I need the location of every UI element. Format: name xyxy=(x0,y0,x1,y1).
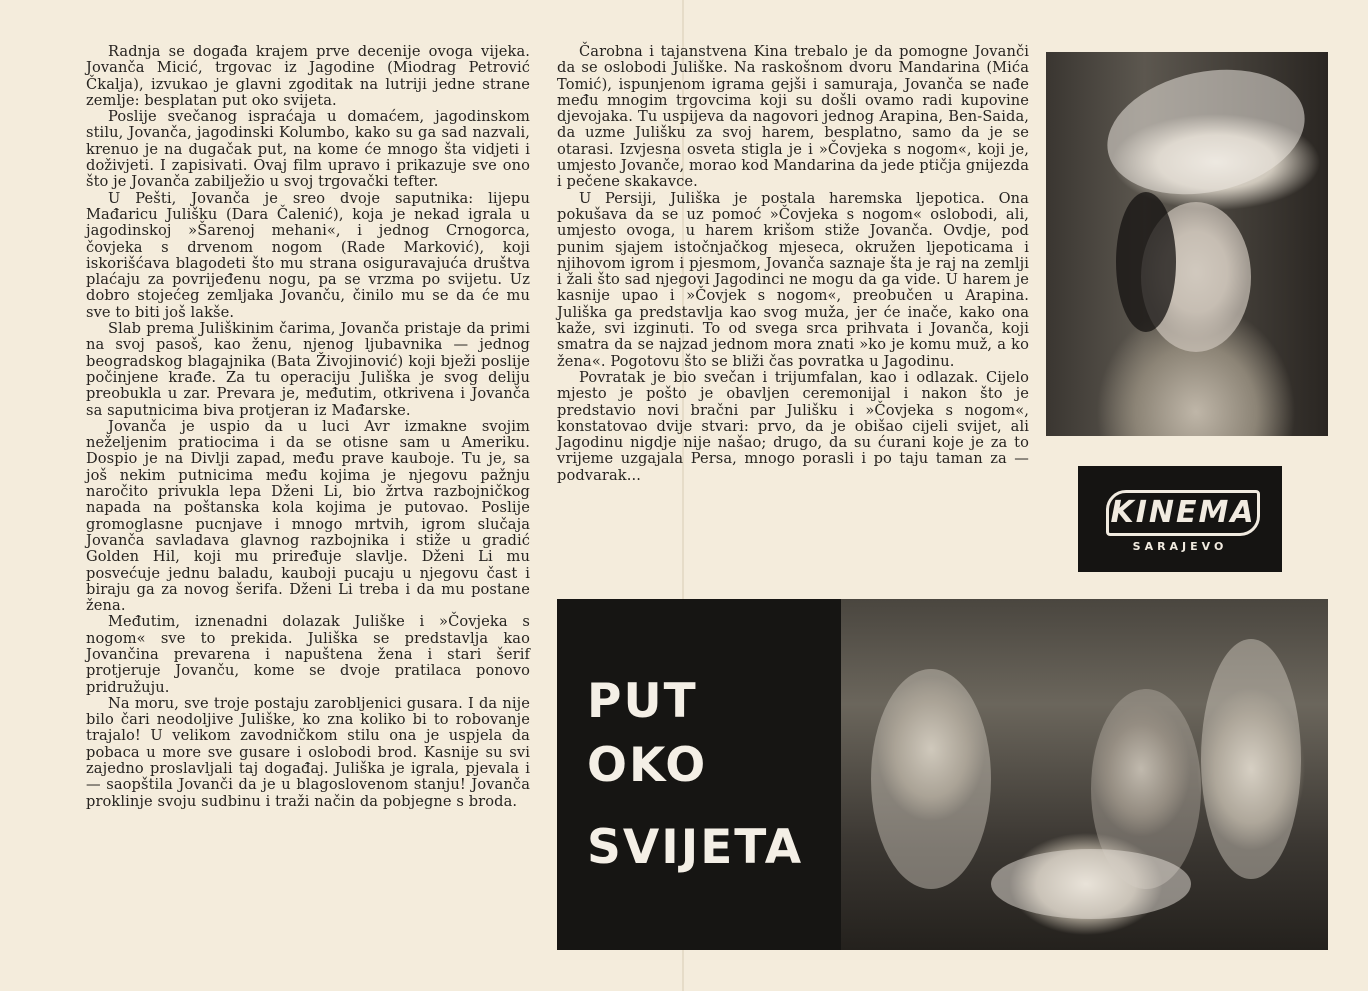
paragraph: Povratak je bio svečan i trijumfalan, kao i odlazak. Cijelo mjesto je pošto je obavljen ceremonijal i nakon što je predstavio novi bračni par Julišku i »Čovjeka s nogom«, konstatovao dvije stvari: prvo, da je obišao cijeli svijet, ali Jagodinu nigdje nije našao; drugo, da su ćurani koje je za to vrijeme uzgajala Persa, mnogo porasli i po taju taman za — podvarak... xyxy=(557,368,1029,484)
banquet-scene-photo xyxy=(841,599,1328,950)
paragraph: Poslije svečanog ispraćaja u domaćem, jagodinskom stilu, Jovanča, jagodinski Kolumbo, kako su ga sad nazvali, krenuo je na dugačak put, na kome će mnogo šta vidjeti i doživjeti. I zapisivati. Ovaj film upravo i prikazuje sve ono što je Jovanča zabilježio u svoj trgovački tefter. xyxy=(86,108,530,191)
paragraph: Čarobna i tajanstvena Kina trebalo je da pomogne Jovanči da se oslobodi Juliške. Na raskošnom dvoru Mandarina (Mića Tomić), ispunjenom igrama gejši i samuraja, Jovanča se nađe među mnogim trgovcima koji su došli ovamo radi kupovine djevojaka. Tu uspijeva da nagovori jednog Arapina, Ben-Saida, da uzme Julišku za svoj harem, besplatno, samo da je se otarasi. Izvjesna osveta stigla je i »Čovjeka s nogom«, koji je, umjesto Jovanče, morao kod Mandarina da jede ptičja gnijezda i pečene skakavce. xyxy=(557,43,1029,191)
title-line-1: PUT xyxy=(587,674,698,729)
kinema-logo xyxy=(1078,466,1282,572)
paragraph: Na moru, sve troje postaju zarobljenici gusara. I da nije bilo čari neodoljive Juliške, ko zna koliko bi to robovanje trajalo! U velikom zavodničkom stilu ona je uspjela da pobaca u more sve gusare i oslobodi brod. Kasnije su svi zajedno proslavljali taj događaj. Juliška je igrala, pjevala i — saopštila Jovanči da je u blagoslovenom stanju! Jovanča proklinje svoju sudbinu i traži način da pobjegne s broda. xyxy=(86,694,530,810)
table-dish-shape xyxy=(991,849,1191,919)
figure-shape xyxy=(871,669,991,889)
paragraph: U Pešti, Jovanča je sreo dvoje saputnika: lijepu Mađaricu Julišku (Dara Čalenić), koja je nekad igrala u jagodinskoj »Šarenoj mehani«, i jednog Crnogorca, čovjeka s drvenom nogom (Rade Marković), koji iskorišćava blagodeti što mu strana osiguravajuća društva plaćaju za povrijeđenu nogu, pa se vrzma po svijetu. Uz dobro stojećeg zemljaka Jovanču, činilo mu se da će mu sve to biti još lakše. xyxy=(86,189,530,321)
logo-city: SARAJEVO xyxy=(1132,540,1228,553)
figure-shape xyxy=(1201,639,1301,879)
paragraph: Radnja se događa krajem prve decenije ovoga vijeka. Jovanča Micić, trgovac iz Jagodine (Miodrag Petrović Čkalja), izvukao je glavni zgoditak na lutriji jedne strane zemlje: besplatan put oko svijeta. xyxy=(86,43,530,109)
hat-feathers-shape xyxy=(1096,53,1317,212)
hair-shape xyxy=(1116,192,1176,332)
paragraph: Slab prema Juliškinim čarima, Jovanča pristaje da primi na svoj pasoš, kao ženu, njenog ljubavnika — jednog beogradskog blagajnika (Bata Živojinović) koji bježi poslije počinjene krađe. Za tu operaciju Juliška je svog deliju preobukla u zar. Prevara je, međutim, otkrivena i Jovanča sa saputnicima biva protjeran iz Mađarske. xyxy=(86,320,530,419)
paragraph: Međutim, iznenadni dolazak Juliške i »Čovjeka s nogom« sve to prekida. Juliška se predstavlja kao Jovančina prevarena i napuštena žena i stari šerif protjeruje Jovanču, kome se dvoje pratilaca ponovo pridružuju. xyxy=(86,613,530,696)
logo-word: KINEMA xyxy=(1106,490,1260,536)
paragraph: U Persiji, Juliška je postala haremska ljepotica. Ona pokušava da se uz pomoć »Čovjeka s nogom« oslobodi, ali, umjesto ovoga, u harem krišom stiže Jovanča. Ovdje, pod punim sjajem istočnjačkog mjeseca, okružen ljepoticama i njihovom igrom i pjesmom, Jovanča saznaje šta je raj na zemlji i žali što sad njegovi Jagodinci ne mogu da ga vide. U harem je kasnije upao i »Čovjek s nogom«, preobučen u Arapina. Juliška ga predstavlja kao svog muža, jer će inače, kako ona kaže, svi izginuti. To od svega srca prihvata i Jovanča, koji smatra da se najzad jednom mora znati »ko je komu muž, a ko žena«. Pogotovu što se bliži čas povratka u Jagodinu. xyxy=(557,189,1029,370)
paragraph: Jovanča je uspio da u luci Avr izmakne svojim neželjenim pratiocima i da se otisne sam u Ameriku. Dospio je na Divlji zapad, među prave kauboje. Tu je, sa još nekim putnicima među kojima je njegovu pažnju naročito privukla lepa Dženi Li, bio žrtva razbojničkog napada na poštanska kola kojima je putovao. Poslije gromoglasne pucnjave i mnogo mrtvih, igrom slučaja Jovanča savladava glavnog razbojnika i stiže u gradić Golden Hil, koji mu priređuje slavlje. Dženi Li mu posvećuje jednu baladu, kauboji pucaju u njegovu čast i biraju ga za novog šerifa. Dženi Li treba i da mu postane žena. xyxy=(86,417,530,615)
title-line-3: SVIJETA xyxy=(587,820,804,875)
middle-text-column xyxy=(557,44,1029,484)
title-line-2: OKO xyxy=(587,738,708,793)
title-panel xyxy=(557,599,841,950)
left-text-column xyxy=(86,44,530,810)
actress-portrait-photo xyxy=(1046,52,1328,436)
